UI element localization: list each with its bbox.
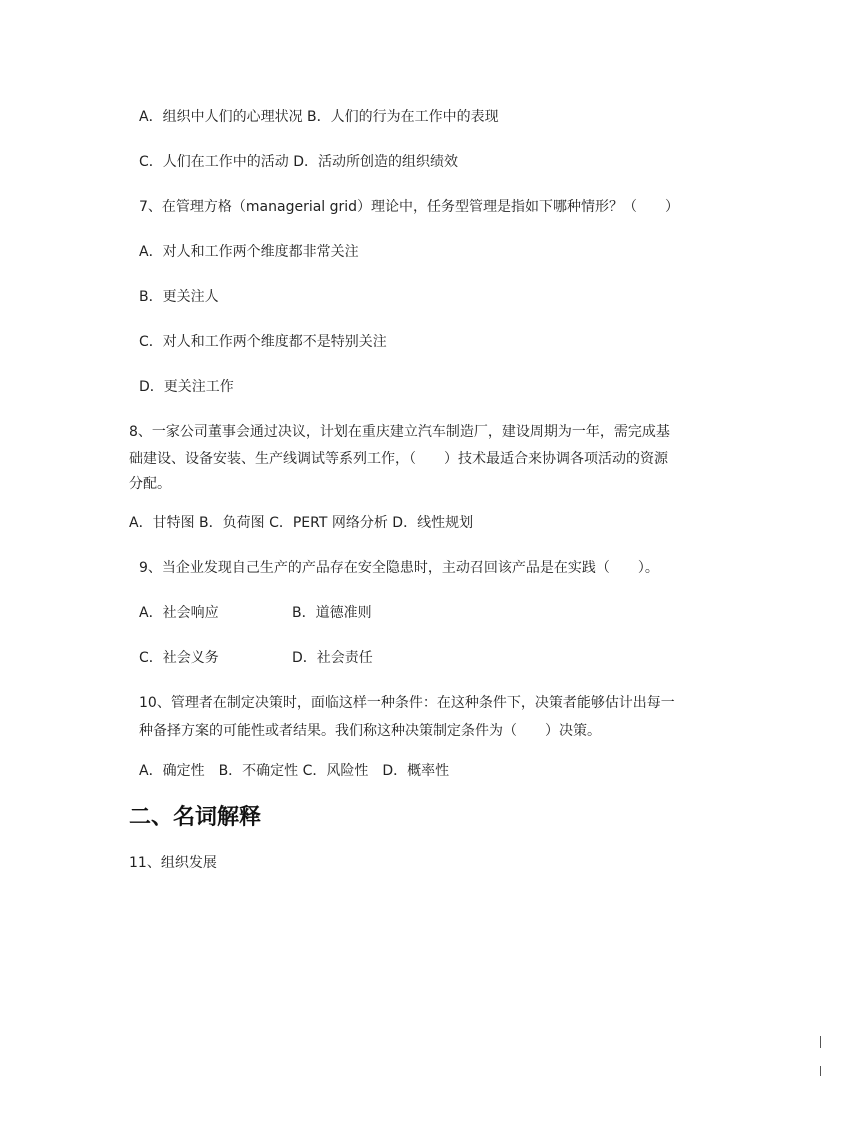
q9-stem: 9、当企业发现自己生产的产品存在安全隐患时，主动召回该产品是在实践（ ）。 [139, 560, 659, 576]
q10-stem-line1: 10、管理者在制定决策时，面临这样一种条件：在这种条件下，决策者能够估计出每一 [139, 695, 675, 711]
q9-option-d: D．社会责任 [292, 650, 373, 666]
q9-option-c: C．社会义务 [139, 650, 219, 666]
q7-option-b: B．更关注人 [139, 289, 219, 305]
q7-option-a: A．对人和工作两个维度都非常关注 [139, 244, 359, 260]
q7-option-c: C．对人和工作两个维度都不是特别关注 [139, 334, 387, 350]
q8-options: A．甘特图 B．负荷图 C．PERT 网络分析 D．线性规划 [129, 515, 474, 531]
q7-option-d: D．更关注工作 [139, 379, 234, 395]
section-title: 二、名词解释 [129, 804, 262, 830]
q7-stem: 7、在管理方格（managerial grid）理论中，任务型管理是指如下哪种情形？（ ） [139, 199, 680, 215]
margin-mark-top [820, 1036, 821, 1048]
q6-options-line1: A．组织中人们的心理状况 B．人们的行为在工作中的表现 [139, 109, 499, 125]
q9-option-b: B．道德准则 [292, 605, 372, 621]
q8-stem-line1: 8、一家公司董事会通过决议，计划在重庆建立汽车制造厂，建设周期为一年，需完成基 [129, 424, 670, 440]
q10-options: A．确定性 B．不确定性 C．风险性 D．概率性 [139, 763, 450, 779]
q8-stem-line3: 分配。 [129, 476, 171, 492]
margin-mark-bottom [820, 1066, 821, 1076]
q11-stem: 11、组织发展 [129, 855, 217, 871]
q6-options-line2: C．人们在工作中的活动 D．活动所创造的组织绩效 [139, 154, 459, 170]
q9-option-a: A．社会响应 [139, 605, 219, 621]
q10-stem-line2: 种备择方案的可能性或者结果。我们称这种决策制定条件为（ ）决策。 [139, 723, 601, 739]
q8-stem-line2: 础建设、设备安装、生产线调试等系列工作，（ ）技术最适合来协调各项活动的资源 [129, 451, 668, 467]
